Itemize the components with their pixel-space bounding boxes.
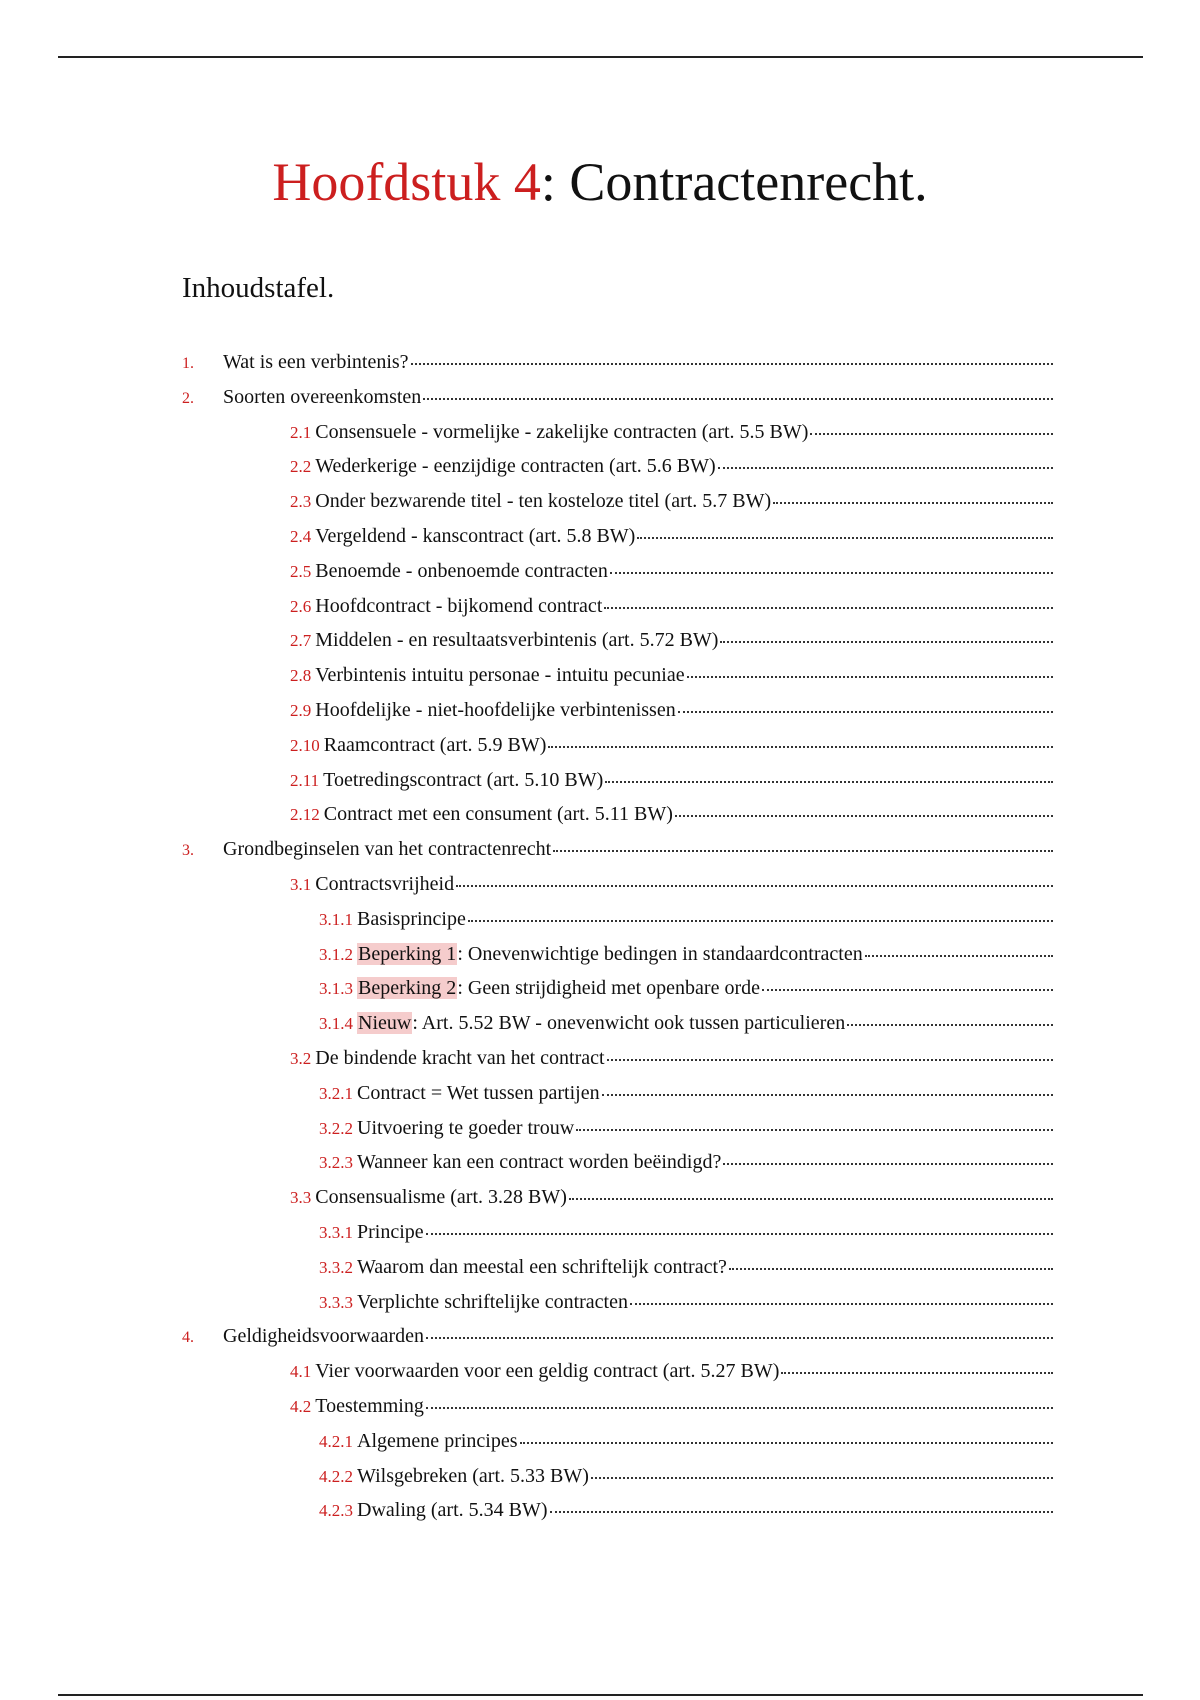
toc-entry-label	[223, 350, 409, 374]
toc-entry-title: Hoofdelijke - niet-hoofdelijke verbintenissen	[315, 698, 676, 721]
toc-entry-label	[357, 1464, 589, 1488]
toc-entry-label	[357, 1081, 600, 1105]
toc-dot-leader	[762, 989, 1053, 991]
toc-entry-label	[357, 907, 466, 931]
toc-entry-label	[315, 594, 602, 618]
toc-entry-number: 3.3.3	[319, 1292, 353, 1312]
toc-entry-label	[315, 489, 771, 513]
toc-dot-leader	[773, 502, 1053, 504]
toc-entry-label	[357, 1220, 424, 1244]
toc-entry-title: Vier voorwaarden voor een geldig contract (art. 5.27 BW)	[315, 1360, 780, 1383]
toc-entry-number: 3.1.1	[319, 909, 353, 929]
toc-entry-label	[357, 1116, 574, 1140]
toc-entry-number: 4.2.3	[319, 1501, 353, 1521]
toc-entry-highlight: Nieuw	[358, 1012, 412, 1035]
table-of-contents	[0, 346, 1200, 1529]
toc-entry-label	[315, 663, 684, 687]
toc-entry[interactable]	[0, 972, 1053, 1007]
toc-entry-title: Toetredingscontract (art. 5.10 BW)	[323, 768, 604, 791]
toc-entry-number: 1.	[182, 355, 194, 372]
toc-entry-title: Grondbeginselen van het contractenrecht	[223, 838, 552, 861]
toc-entry-number: 3.3.1	[319, 1222, 353, 1242]
toc-entry-number: 3.1.3	[319, 979, 353, 999]
toc-entry[interactable]	[0, 694, 1053, 729]
toc-dot-leader	[605, 781, 1053, 783]
toc-entry-title: Wilsgebreken (art. 5.33 BW)	[357, 1464, 589, 1487]
toc-entry-title: Principe	[357, 1220, 424, 1243]
toc-entry-title: Consensuele - vormelijke - zakelijke contracten (art. 5.5 BW)	[315, 420, 809, 443]
toc-entry-label	[315, 628, 718, 652]
toc-entry-title: Hoofdcontract - bijkomend contract	[315, 594, 603, 617]
toc-entry-label	[323, 768, 603, 792]
toc-dot-leader	[520, 1442, 1054, 1444]
toc-dot-leader	[426, 1337, 1053, 1339]
toc-entry-number: 3.2.2	[319, 1118, 353, 1138]
toc-entry-title: Consensualisme (art. 3.28 BW)	[315, 1186, 567, 1209]
toc-entry-title: De bindende kracht van het contract	[315, 1046, 605, 1069]
toc-dot-leader	[468, 920, 1053, 922]
toc-entry[interactable]	[0, 1460, 1053, 1495]
toc-entry-label	[315, 872, 454, 896]
toc-dot-leader	[604, 607, 1053, 609]
page-title	[0, 150, 1200, 214]
toc-entry-number: 2.	[182, 389, 194, 407]
toc-dot-leader	[602, 1094, 1053, 1096]
toc-entry-number: 2.7	[290, 631, 312, 651]
toc-entry-number: 4.1	[290, 1362, 312, 1382]
toc-entry[interactable]	[0, 903, 1053, 938]
toc-entry[interactable]	[0, 1216, 1053, 1251]
toc-dot-leader	[569, 1198, 1053, 1200]
toc-entry-number: 3.3.2	[319, 1257, 353, 1277]
toc-entry-title: Wederkerige - eenzijdige contracten (art. 5.6 BW)	[315, 455, 716, 478]
toc-entry-label	[223, 1324, 424, 1348]
toc-dot-leader	[781, 1372, 1053, 1374]
toc-dot-leader	[426, 1233, 1053, 1235]
toc-entry-label	[357, 1498, 548, 1522]
toc-dot-leader	[723, 1163, 1053, 1165]
toc-entry-number: 3.2.1	[319, 1083, 353, 1103]
toc-entry-number: 2.2	[290, 457, 312, 477]
toc-dot-leader	[687, 676, 1053, 678]
toc-entry-number: 4.2	[290, 1396, 312, 1416]
toc-entry-title: Benoemde - onbenoemde contracten	[315, 559, 608, 582]
toc-entry[interactable]	[0, 1181, 1053, 1216]
toc-entry[interactable]	[0, 1007, 1053, 1042]
toc-dot-leader	[675, 815, 1053, 817]
toc-entry-label	[223, 837, 551, 861]
toc-entry-label	[315, 1046, 604, 1070]
toc-entry-label	[357, 1011, 845, 1035]
toc-entry-label	[315, 524, 635, 548]
toc-entry-number: 4.2.1	[319, 1431, 353, 1451]
toc-dot-leader	[553, 850, 1053, 852]
toc-entry[interactable]	[0, 416, 1053, 451]
toc-entry-title: Algemene principes	[357, 1429, 518, 1452]
toc-entry[interactable]	[0, 381, 1053, 416]
toc-entry-title: Dwaling (art. 5.34 BW)	[357, 1499, 548, 1522]
toc-entry-title: Contract met een consument (art. 5.11 BW)	[323, 803, 673, 826]
toc-entry[interactable]	[0, 1112, 1053, 1147]
toc-entry[interactable]	[0, 1042, 1053, 1077]
toc-entry[interactable]	[0, 659, 1053, 694]
toc-dot-leader	[610, 572, 1053, 574]
toc-entry-label	[315, 420, 808, 444]
toc-entry[interactable]	[0, 798, 1053, 833]
toc-entry[interactable]	[0, 1251, 1053, 1286]
toc-entry[interactable]	[0, 555, 1053, 590]
toc-entry-label	[357, 942, 863, 966]
toc-entry[interactable]	[0, 520, 1053, 555]
toc-heading: Inhoudstafel.	[182, 272, 335, 304]
toc-dot-leader	[607, 1059, 1053, 1061]
title-chapter-number: Hoofdstuk 4	[272, 152, 541, 212]
toc-dot-leader	[576, 1129, 1053, 1131]
toc-entry-label	[315, 1394, 424, 1418]
toc-entry-number: 3.1.2	[319, 944, 353, 964]
toc-entry-title: Toestemming	[315, 1394, 424, 1417]
toc-entry-number: 2.12	[290, 805, 320, 825]
toc-entry-number: 2.3	[290, 492, 312, 512]
toc-entry-number: 2.10	[290, 735, 320, 755]
toc-entry-title: : Art. 5.52 BW - onevenwicht ook tussen particulieren	[412, 1012, 846, 1035]
toc-dot-leader	[456, 885, 1053, 887]
toc-entry-title: Verplichte schriftelijke contracten	[357, 1290, 628, 1313]
toc-entry[interactable]	[0, 833, 1053, 868]
toc-entry[interactable]	[0, 1286, 1053, 1321]
toc-entry-label	[324, 802, 673, 826]
toc-entry-title: : Onevenwichtige bedingen in standaardcontracten	[457, 942, 863, 965]
toc-dot-leader	[678, 711, 1053, 713]
toc-entry-number: 2.6	[290, 596, 312, 616]
toc-entry-title: Geldigheidsvoorwaarden	[223, 1325, 425, 1348]
toc-entry-title: Verbintenis intuitu personae - intuitu pecuniae	[315, 664, 685, 687]
toc-entry[interactable]	[0, 485, 1053, 520]
toc-dot-leader	[411, 363, 1053, 365]
toc-entry-number: 3.1.4	[319, 1014, 353, 1034]
toc-entry-title: Uitvoering te goeder trouw	[357, 1116, 575, 1139]
toc-entry-title: Soorten overeenkomsten	[223, 385, 422, 408]
toc-entry-title: Onder bezwarende titel - ten kosteloze titel (art. 5.7 BW)	[315, 490, 772, 513]
toc-entry-label	[357, 976, 760, 1000]
toc-entry-title: Waarom dan meestal een schriftelijk contract?	[357, 1255, 727, 1278]
toc-entry-number: 2.1	[290, 422, 312, 442]
toc-dot-leader	[637, 537, 1053, 539]
toc-dot-leader	[591, 1477, 1053, 1479]
toc-entry-highlight: Beperking 1	[358, 942, 457, 965]
toc-entry-title: Basisprincipe	[357, 907, 466, 930]
toc-dot-leader	[729, 1268, 1053, 1270]
toc-dot-leader	[630, 1303, 1053, 1305]
toc-entry-number: 3.3	[290, 1188, 312, 1208]
toc-entry-label	[315, 698, 675, 722]
toc-entry-label	[315, 559, 608, 583]
toc-entry-title: Wanneer kan een contract worden beëindigd?	[357, 1151, 722, 1174]
toc-entry[interactable]	[0, 450, 1053, 485]
toc-dot-leader	[718, 467, 1053, 469]
toc-entry-number: 2.5	[290, 561, 312, 581]
toc-entry[interactable]	[0, 729, 1053, 764]
toc-entry[interactable]	[0, 590, 1053, 625]
toc-entry-title: : Geen strijdigheid met openbare orde	[457, 977, 760, 1000]
toc-dot-leader	[810, 433, 1053, 435]
toc-entry[interactable]	[0, 624, 1053, 659]
toc-entry-title: Middelen - en resultaatsverbintenis (art. 5.72 BW)	[315, 629, 719, 652]
toc-entry-number: 2.9	[290, 700, 312, 720]
toc-entry[interactable]	[0, 1494, 1053, 1529]
toc-dot-leader	[720, 641, 1053, 643]
toc-entry[interactable]	[0, 1320, 1053, 1355]
toc-entry-label	[315, 454, 715, 478]
toc-entry-number: 3.	[182, 842, 194, 860]
toc-entry-title: Vergeldend - kanscontract (art. 5.8 BW)	[315, 524, 636, 547]
toc-entry[interactable]	[0, 1077, 1053, 1112]
toc-dot-leader	[865, 955, 1053, 957]
toc-entry-title: Wat is een verbintenis?	[223, 351, 409, 373]
toc-entry-label	[357, 1255, 727, 1279]
toc-entry[interactable]	[0, 1390, 1053, 1425]
toc-entry-number: 3.2	[290, 1048, 312, 1068]
toc-entry[interactable]	[0, 1355, 1053, 1390]
toc-dot-leader	[550, 1511, 1053, 1513]
title-chapter-name: : Contractenrecht.	[540, 152, 928, 212]
toc-entry-number: 3.1	[290, 874, 312, 894]
toc-entry[interactable]	[0, 346, 1053, 381]
toc-entry-number: 4.2.2	[319, 1466, 353, 1486]
toc-entry-number: 2.8	[290, 666, 312, 686]
toc-entry[interactable]	[0, 1146, 1053, 1181]
toc-entry[interactable]	[0, 938, 1053, 973]
toc-dot-leader	[847, 1024, 1053, 1026]
toc-entry-highlight: Beperking 2	[358, 977, 457, 1000]
toc-entry-label	[357, 1150, 721, 1174]
toc-entry-label	[357, 1290, 628, 1314]
toc-entry-label	[315, 1185, 567, 1209]
toc-entry-label	[324, 733, 547, 757]
toc-entry-label	[223, 385, 421, 409]
toc-entry[interactable]	[0, 868, 1053, 903]
footer-rule	[58, 1694, 1143, 1696]
toc-dot-leader	[423, 398, 1053, 400]
toc-entry-title: Raamcontract (art. 5.9 BW)	[323, 733, 547, 756]
toc-entry[interactable]	[0, 1425, 1053, 1460]
toc-entry-label	[357, 1429, 518, 1453]
toc-dot-leader	[548, 746, 1053, 748]
header-rule	[58, 56, 1143, 58]
toc-entry-number: 4.	[182, 1329, 194, 1347]
toc-dot-leader	[426, 1407, 1053, 1409]
toc-entry[interactable]	[0, 764, 1053, 799]
toc-entry-number: 3.2.3	[319, 1153, 353, 1173]
toc-entry-number: 2.11	[290, 770, 320, 790]
toc-entry-number: 2.4	[290, 526, 312, 546]
toc-entry-title: Contractsvrijheid	[315, 872, 455, 895]
toc-entry-title: Contract = Wet tussen partijen	[357, 1081, 600, 1104]
toc-entry-label	[315, 1359, 779, 1383]
